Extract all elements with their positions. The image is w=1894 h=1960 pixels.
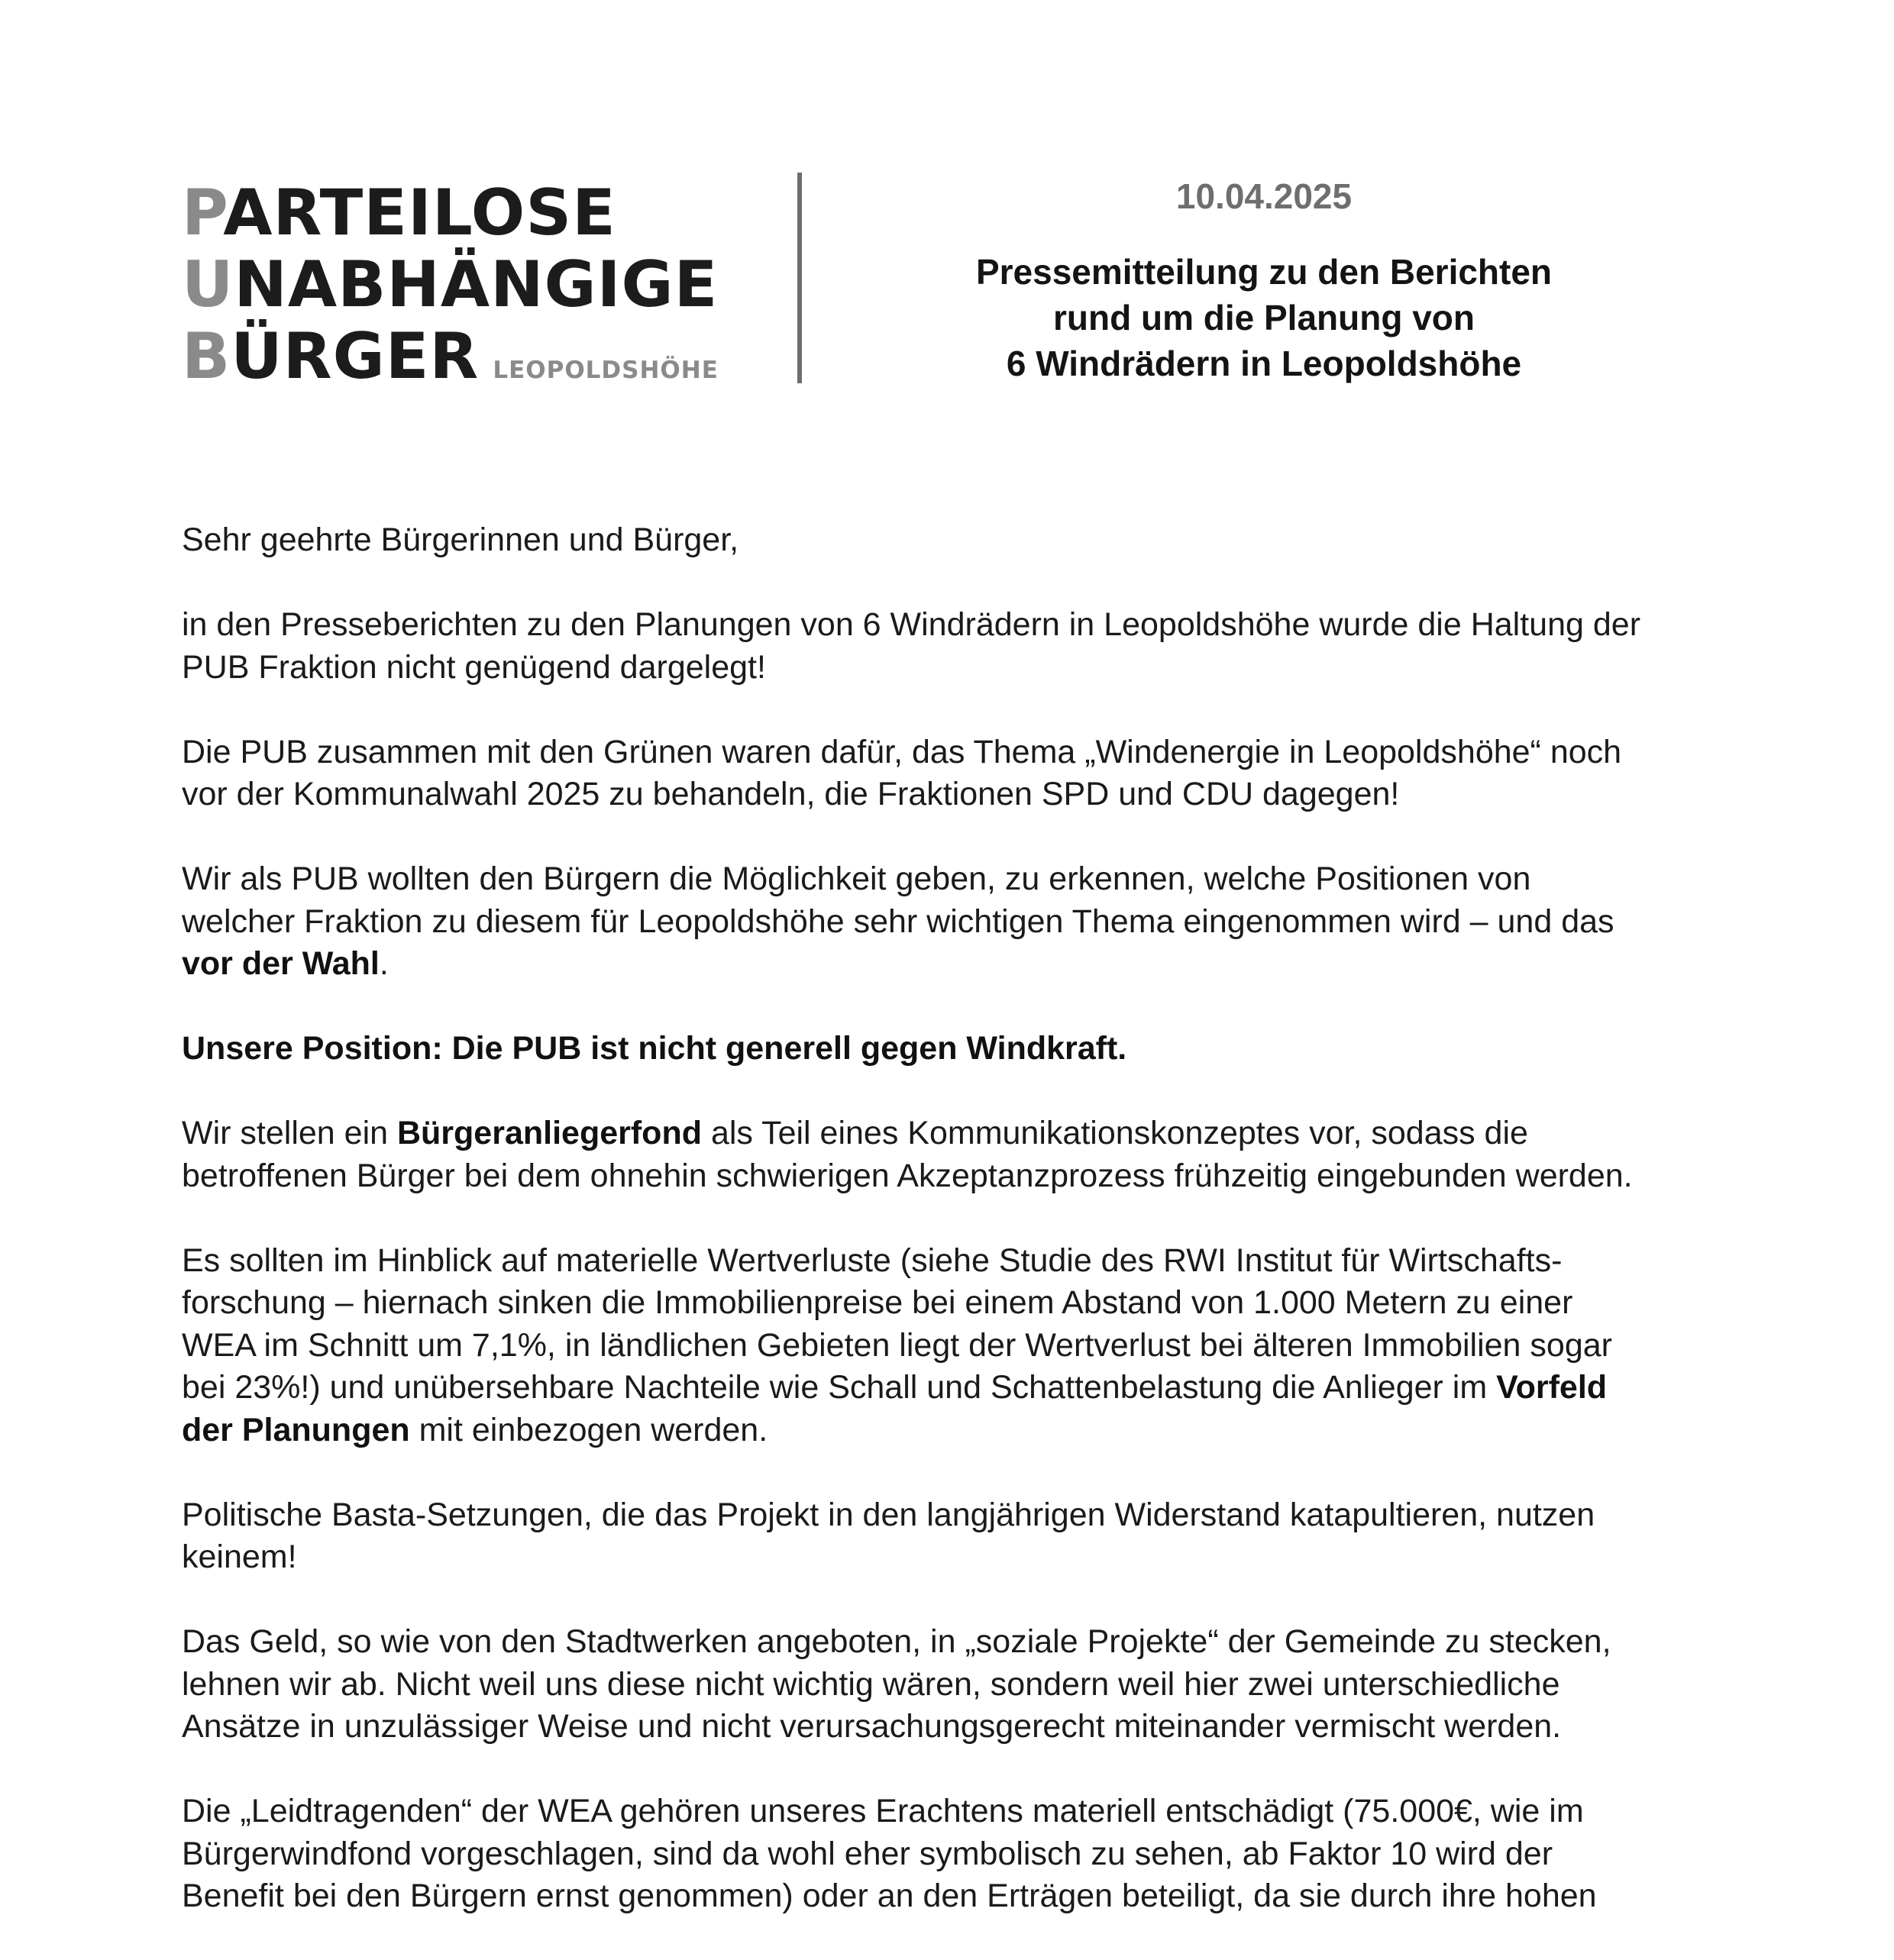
logo-line-unabhaengige (182, 249, 732, 321)
paragraph-press-reports (182, 604, 1740, 689)
party-logo (182, 177, 732, 406)
text-segment: bei 23%!) und unübersehbare Nachteile wie Schall und Schattenbelastung die Anlieger im (182, 1369, 1488, 1406)
text-line (182, 1409, 1740, 1452)
text-line: in den Presseberichten zu den Planungen von 6 Windrädern in Leopoldshöhe wurde die Haltung der (182, 606, 1641, 643)
headline-line: rund um die Planung von (1053, 298, 1475, 337)
text-line: Sehr geehrte Bürgerinnen und Bürger, (182, 521, 739, 558)
text-line: PUB Fraktion nicht genügend dargelegt! (182, 648, 766, 686)
text-line: Ansätze in unzulässiger Weise und nicht verursachungsgerecht miteinander vermischt werden. (182, 1708, 1562, 1745)
bold-phrase: Bürgeranliegerfond (396, 1115, 702, 1151)
text-line: Die PUB zusammen mit den Grünen waren dafür, das Thema „Windenergie in Leopoldshöhe“ noch (182, 733, 1622, 770)
text-line (182, 1367, 1740, 1409)
paragraph-position (182, 1028, 1740, 1070)
logo-location: LEOPOLDSHÖHE (493, 357, 719, 384)
text-segment: mit einbezogen werden. (419, 1411, 768, 1448)
logo-initial: B (182, 319, 231, 393)
text-line: WEA im Schnitt um 7,1%, in ländlichen Gebieten liegt der Wertverlust bei älteren Immobilien sogar (182, 1326, 1612, 1364)
text-line: Wir als PUB wollten den Bürgern die Möglichkeit geben, zu erkennen, welche Positionen von (182, 861, 1531, 897)
position-statement: Unsere Position: Die PUB ist nicht generell gegen Windkraft. (182, 1030, 1127, 1067)
paragraph-value-loss (182, 1240, 1740, 1452)
paragraph-citizen-fund (182, 1112, 1740, 1197)
logo-word: ARTEILOSE (223, 176, 616, 250)
header-info (871, 173, 1657, 386)
logo-word: NABHÄNGIGE (234, 247, 719, 321)
logo-initial: U (182, 247, 234, 321)
paragraph-before-election (182, 858, 1740, 986)
text-segment: Wir stellen ein (182, 1115, 389, 1151)
bold-phrase: Vorfeld (1496, 1369, 1608, 1406)
bold-phrase: der Planungen (182, 1411, 410, 1448)
headline-line: Pressemitteilung zu den Berichten (975, 252, 1553, 292)
text-line: forschung – hiernach sinken die Immobilienpreise bei einem Abstand von 1.000 Metern zu einer (182, 1284, 1573, 1321)
text-line (182, 1028, 1740, 1070)
text-line: vor der Kommunalwahl 2025 zu behandeln, die Fraktionen SPD und CDU dagegen! (182, 776, 1400, 812)
text-line: betroffenen Bürger bei dem ohnehin schwierigen Akzeptanzprozess frühzeitig eingebunden werden. (182, 1157, 1633, 1194)
text-line: Benefit bei den Bürgern ernst genommen) oder an den Erträgen beteiligt, da sie durch ihre hohen (182, 1878, 1597, 1914)
text-segment: . (379, 945, 389, 982)
text-line: lehnen wir ab. Nicht weil uns diese nicht wichtig wären, sondern weil hier zwei unterschiedliche (182, 1665, 1560, 1703)
headline-line: 6 Windrädern in Leopoldshöhe (1006, 344, 1522, 383)
letter-body (182, 519, 1740, 1960)
paragraph-compensation (182, 1790, 1740, 1918)
logo-line-parteilose (182, 177, 732, 249)
text-segment: als Teil eines Kommunikationskonzeptes vor, sodass die (710, 1115, 1528, 1151)
paragraph-basta (182, 1494, 1740, 1579)
text-line: Das Geld, so wie von den Stadtwerken angeboten, in „soziale Projekte“ der Gemeinde zu stecken, (182, 1623, 1611, 1660)
text-line: keinem! (182, 1539, 297, 1575)
paragraph-timing (182, 731, 1740, 816)
paragraph-social-projects (182, 1621, 1740, 1749)
text-line: Politische Basta-Setzungen, die das Projekt in den langjährigen Widerstand katapultieren, nutzen (182, 1496, 1595, 1533)
salutation (182, 519, 1740, 562)
text-line: Die „Leidtragenden“ der WEA gehören unseres Erachtens materiell entschädigt (75.000€, wie im (182, 1793, 1584, 1829)
text-line (182, 943, 1740, 986)
text-line (182, 1112, 1740, 1155)
logo-initial: P (182, 176, 224, 250)
text-line: Es sollten im Hinblick auf materielle Wertverluste (siehe Studie des RWI Institut für Wirtschafts- (182, 1242, 1563, 1279)
bold-phrase: vor der Wahl (182, 945, 380, 982)
text-line: Bürgerwindfond vorgeschlagen, sind da wohl eher symbolisch zu sehen, ab Faktor 10 wird der (182, 1835, 1553, 1872)
logo-line-buerger (182, 321, 732, 406)
press-release-headline (871, 249, 1657, 386)
logo-word: ÜRGER (231, 319, 480, 393)
text-line: welcher Fraktion zu diesem für Leopoldshöhe sehr wichtigen Thema eingenommen wird – und das (182, 903, 1614, 940)
header-divider (797, 173, 802, 383)
press-release-date: 10.04.2025 (1175, 176, 1353, 216)
